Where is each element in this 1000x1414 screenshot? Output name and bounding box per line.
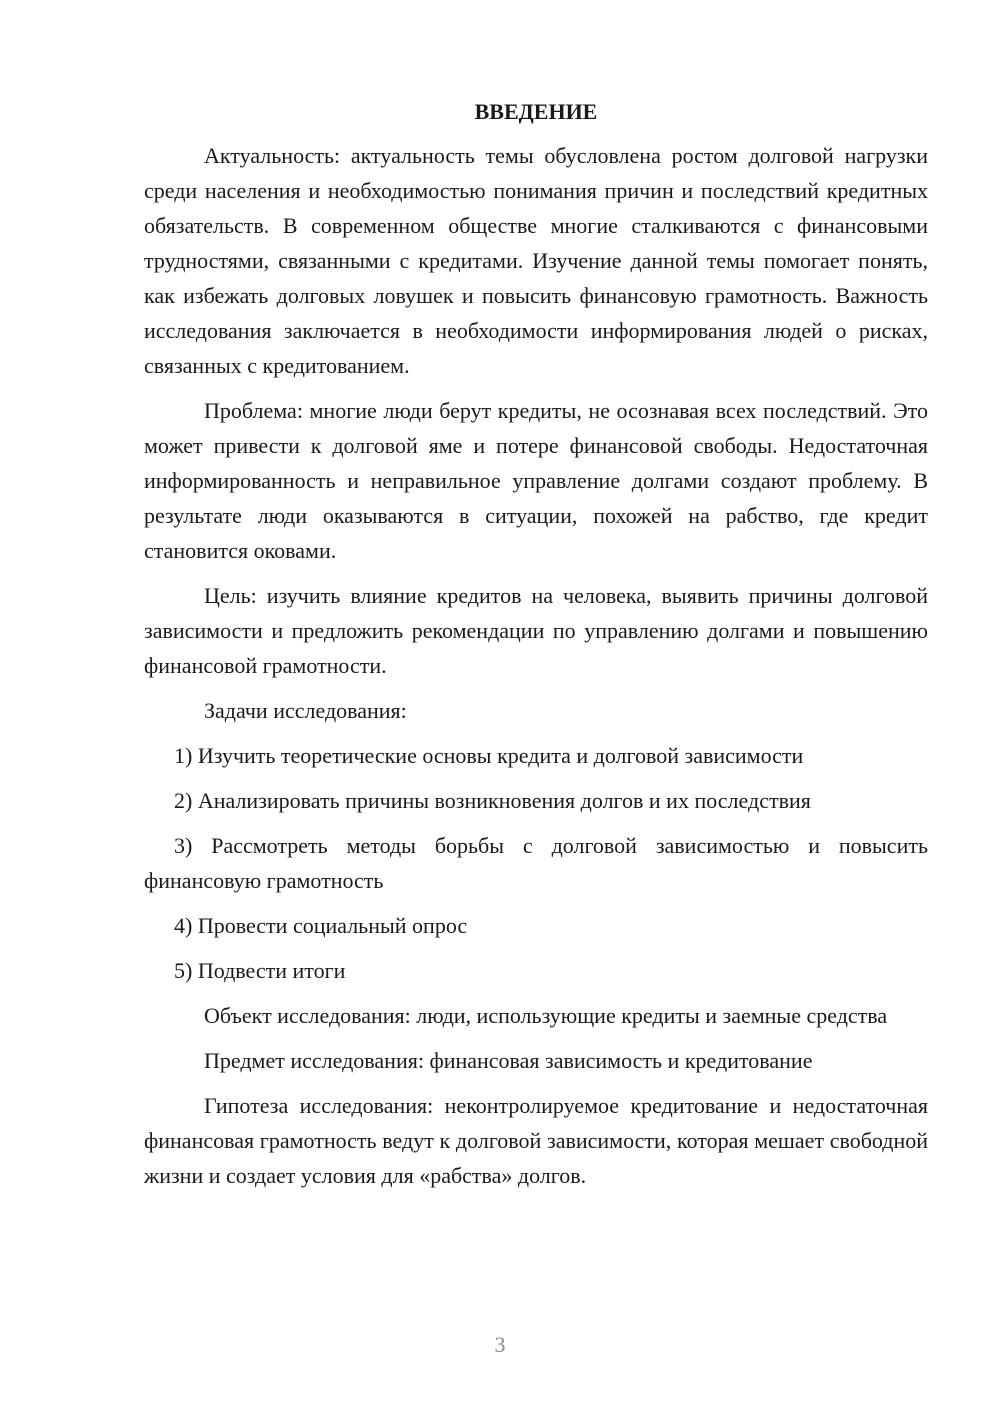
page-title: ВВЕДЕНИЕ [474,99,598,124]
page-number: 3 [494,1332,506,1357]
paragraph-problem: Проблема: многие люди берут кредиты, не осознавая всех последствий. Это может привести к долговой яме и потере финансовой свободы. Недостаточная информированность и неправильное управление долгами создают проблему. В результате люди оказываются в ситуации, похожей на рабство, где кредит становится оковами. [144,398,928,563]
task-item-2: 2) Анализировать причины возникновения долгов и их последствия [174,788,811,813]
task-item-4: 4) Провести социальный опрос [174,913,468,938]
task-item-1: 1) Изучить теоретические основы кредита и долговой зависимости [174,743,804,768]
paragraph-hypothesis: Гипотеза исследования: неконтролируемое кредитование и недостаточная финансовая грамотность ведут к долговой зависимости, которая мешает свободной жизни и создает условия для «рабства» долгов. [144,1093,928,1188]
task-item-3: 3) Рассмотреть методы борьбы с долговой зависимостью и повысить финансовую грамотность [144,833,928,893]
paragraph-subject: Предмет исследования: финансовая зависимость и кредитование [204,1048,813,1073]
task-item-5: 5) Подвести итоги [174,958,346,983]
paragraph-goal: Цель: изучить влияние кредитов на человека, выявить причины долговой зависимости и предложить рекомендации по управлению долгами и повышению финансовой грамотности. [144,583,928,678]
paragraph-object: Объект исследования: люди, использующие кредиты и заемные средства [204,1003,888,1028]
document-page [144,96,928,1203]
paragraph-tasks-heading: Задачи исследования: [204,698,407,723]
paragraph-relevance: Актуальность: актуальность темы обусловлена ростом долговой нагрузки среди населения и необходимостью понимания причин и последствий кредитных обязательств. В современном обществе многие сталкиваются с финансовыми трудностями, связанными с кредитами. Изучение данной темы помогает понять, как избежать долговых ловушек и повысить финансовую грамотность. Важность исследования заключается в необходимости информирования людей о рисках, связанных с кредитованием. [144,143,928,378]
